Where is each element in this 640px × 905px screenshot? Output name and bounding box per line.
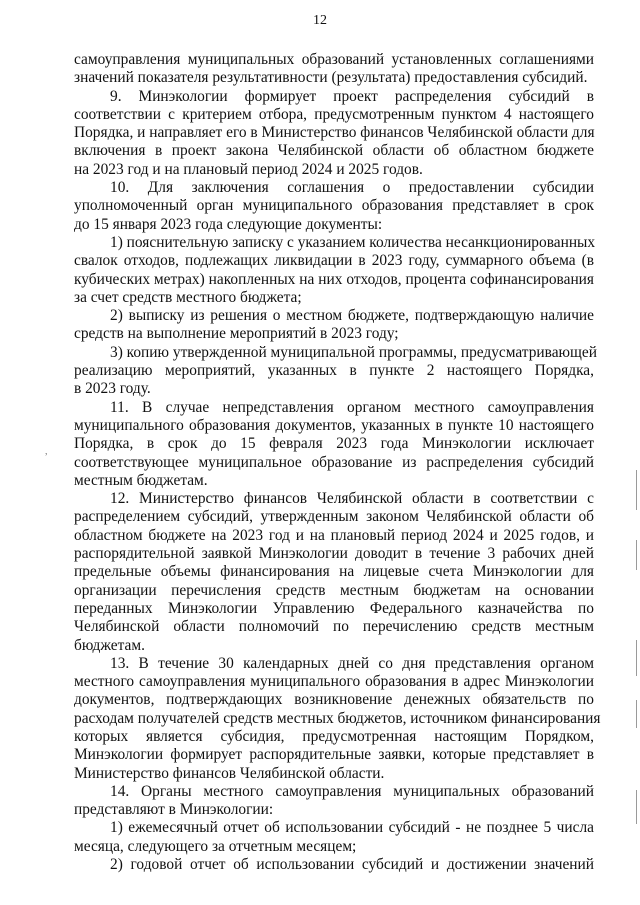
text-line: расходам получателей средств местных бюджетов, источником финансирования (74, 709, 601, 727)
text-line: соответствующее муниципальное образование из распределения субсидий (74, 453, 594, 471)
text-line: областном бюджете на 2023 год и на плановый период 2024 и 2025 годов, и (74, 526, 594, 544)
scan-edge-mark (636, 640, 637, 676)
text-line: Минэкологии формирует распорядительные заявки, которые представляет в (74, 746, 594, 764)
text-line: организации перечисления средств местным бюджетам на основании (74, 581, 594, 599)
text-line: представляют в Минэкологии: (74, 801, 274, 819)
text-line: на 2023 год и на плановый период 2024 и 2025 годов. (74, 160, 423, 178)
text-line: муниципального образования документов, указанных в пункте 10 настоящего (74, 416, 594, 434)
text-line: 9. Минэкологии формирует проект распределения субсидий в (110, 87, 594, 105)
text-line: 3) копию утвержденной муниципальной программы, предусматривающей (110, 343, 597, 361)
text-line: распорядительной заявкой Минэкологии доводит в течение 3 рабочих дней (74, 545, 594, 563)
text-line: средств на выполнение мероприятий в 2023 году; (74, 325, 399, 343)
text-line: 1) пояснительную записку с указанием количества несанкционированных (110, 233, 596, 251)
text-line: в 2023 году. (74, 380, 151, 398)
text-line: бюджетам. (74, 636, 145, 654)
text-line: за счет средств местного бюджета; (74, 288, 302, 306)
text-line: местным бюджетам. (74, 471, 208, 489)
text-line: предельные объемы финансирования на лицевые счета Минэкологии для (74, 563, 594, 581)
text-line: кубических метрах) накопленных на них отходов, процента софинансирования (74, 270, 594, 288)
page-number: 12 (313, 13, 327, 28)
scan-edge-mark (636, 700, 637, 728)
document-body (74, 51, 601, 874)
text-line: переданных Минэкологии Управлению Федерального казначейства по (74, 599, 594, 617)
text-line: реализацию мероприятий, указанных в пункте 2 настоящего Порядка, (74, 362, 594, 380)
text-line: 2) годовой отчет об использовании субсидий и достижении значений (110, 856, 594, 874)
text-line: значений показателя результативности (результата) предоставления субсидий. (74, 69, 588, 87)
scan-edge-mark (636, 540, 637, 570)
text-line: Министерство финансов Челябинской области. (74, 764, 385, 782)
text-line: 11. В случае непредставления органом местного самоуправления (110, 398, 594, 416)
text-line: соответствии с критерием отбора, предусмотренным пунктом 4 настоящего (74, 105, 594, 123)
text-line: Челябинской области полномочий по перечислению средств местным (74, 618, 594, 636)
text-line: месяца, следующего за отчетным месяцем; (74, 837, 357, 855)
text-line: свалок отходов, подлежащих ликвидации в 2023 году, суммарного объема (в (74, 252, 594, 270)
text-line: до 15 января 2023 года следующие документы: (74, 215, 383, 233)
text-line: 1) ежемесячный отчет об использовании субсидий - не позднее 5 числа (110, 819, 594, 837)
text-line: Порядка, и направляет его в Министерство финансов Челябинской области для (74, 124, 595, 142)
text-line: 14. Органы местного самоуправления муниципальных образований (110, 782, 594, 800)
text-line: уполномоченный орган муниципального образования представляет в срок (74, 197, 594, 215)
text-line: документов, подтверждающих возникновение денежных обязательств по (74, 691, 594, 709)
text-line: местного самоуправления муниципального образования в адрес Минэкологии (74, 673, 594, 691)
scan-speck: , (45, 446, 48, 457)
text-line: распределением субсидий, утвержденным законом Челябинской области об (74, 508, 594, 526)
text-line: 13. В течение 30 календарных дней со дня представления органом (110, 654, 594, 672)
text-line: которых является субсидия, предусмотренная настоящим Порядком, (74, 727, 594, 745)
text-line: включения в проект закона Челябинской области об областном бюджете (74, 142, 594, 160)
text-line: 2) выписку из решения о местном бюджете, подтверждающую наличие (110, 307, 594, 325)
text-line: 10. Для заключения соглашения о предоставлении субсидии (110, 179, 594, 197)
text-line: 12. Министерство финансов Челябинской области в соответствии с (110, 490, 594, 508)
text-line: Порядка, в срок до 15 февраля 2023 года Минэкологии исключает (74, 435, 594, 453)
scan-edge-mark (636, 790, 637, 824)
text-line: самоуправления муниципальных образований установленных соглашениями (74, 51, 594, 68)
scan-edge-mark (636, 470, 637, 510)
